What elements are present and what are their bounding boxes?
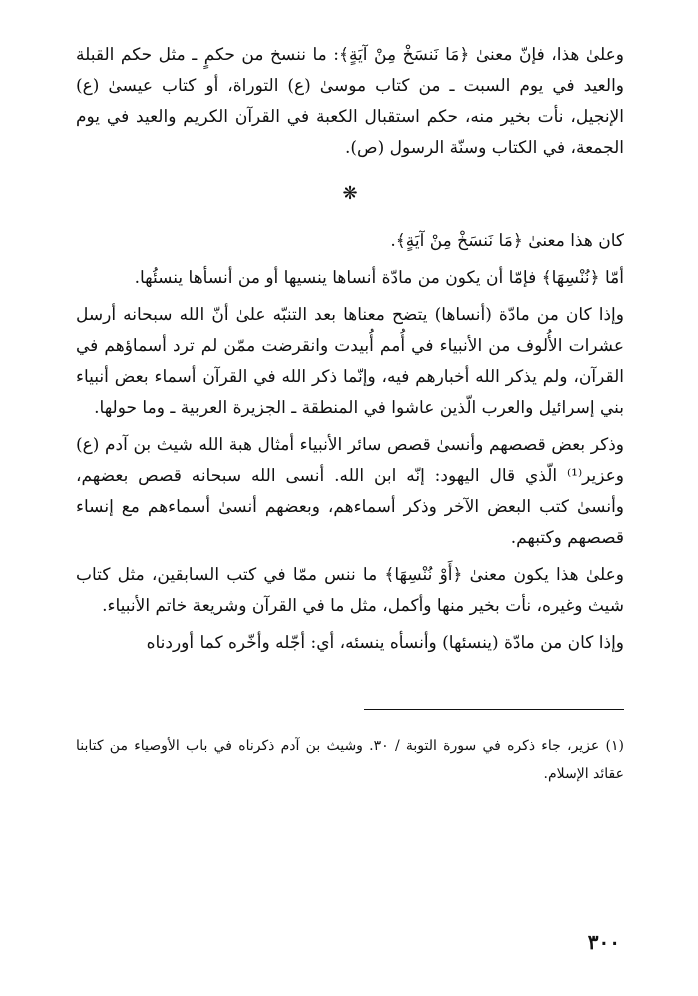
- paragraph-1: وعلىٰ هذا، فإنّ معنىٰ ﴿مَا نَنسَخْ مِنْ آيَةٍ﴾: ما ننسخ من حكمٍ ـ مثل حكم القبلة والعيد في يوم السبت ـ من كتاب موسىٰ (ع) التوراة، أو كتاب عيسىٰ (ع) الإنجيل، نأت بخير منه، حكم استقبال الكعبة في القرآن الكريم والعيد في يوم الجمعة، في الكتاب وسنّة الرسول (ص).: [76, 45, 624, 158]
- footnote-rule: [364, 709, 624, 710]
- paragraph-3: أمّا ﴿نُنْسِهَا﴾ فإمّا أن يكون من مادّة أنساها ينسيها أو من أنسأها ينسئُها.: [134, 268, 624, 288]
- footnote: (١) عزير، جاء ذكره في سورة التوبة / ٣٠. وشيث بن آدم ذكرناه في باب الأوصياء من كتابنا عقائد الإسلام.: [76, 738, 624, 782]
- page-number: ٣٠٠: [587, 930, 620, 954]
- section-separator: ❋: [342, 183, 358, 204]
- paragraph-5: وذكر بعض قصصهم وأنسىٰ قصص سائر الأنبياء أمثال هبة الله شيث بن آدم (ع) وعزير⁽¹⁾ الّذي قال اليهود: إنّه ابن الله. أنسى الله سبحانه قصص بعضهم، وأنسىٰ كتب البعض الآخر وذكر أسماءهم، وبعضهم أنسىٰ أسماءهم مع إنساء قصصهم وكتبهم.: [76, 435, 624, 548]
- paragraph-2: كان هذا معنىٰ ﴿مَا نَنسَخْ مِنْ آيَةٍ﴾.: [390, 231, 624, 251]
- paragraph-4: وإذا كان من مادّة (أنساها) يتضح معناها بعد التنبّه علىٰ أنّ الله سبحانه أرسل عشرات الأُلوف من الأنبياء في أُمم أُبيدت وانقرضت ممّن لم ترد أسماؤهم في القرآن، ولم يذكر الله أخبارهم فيه، وإنّما ذكر الله في القرآن أسماء بعض أنبياء بني إسرائيل والعرب الّذين عاشوا في المنطقة ـ الجزيرة العربية ـ وما حولها.: [76, 305, 624, 418]
- paragraph-6: وعلىٰ هذا يكون معنىٰ ﴿أَوْ نُنْسِهَا﴾ ما ننس ممّا في كتب السابقين، مثل كتاب شيث وغيره، نأت بخير منها وأكمل، مثل ما في القرآن وشريعة خاتم الأنبياء.: [76, 565, 624, 616]
- paragraph-7: وإذا كان من مادّة (ينسئها) وأنسأه ينسئه، أي: أجّله وأخّره كما أوردناه: [146, 633, 624, 653]
